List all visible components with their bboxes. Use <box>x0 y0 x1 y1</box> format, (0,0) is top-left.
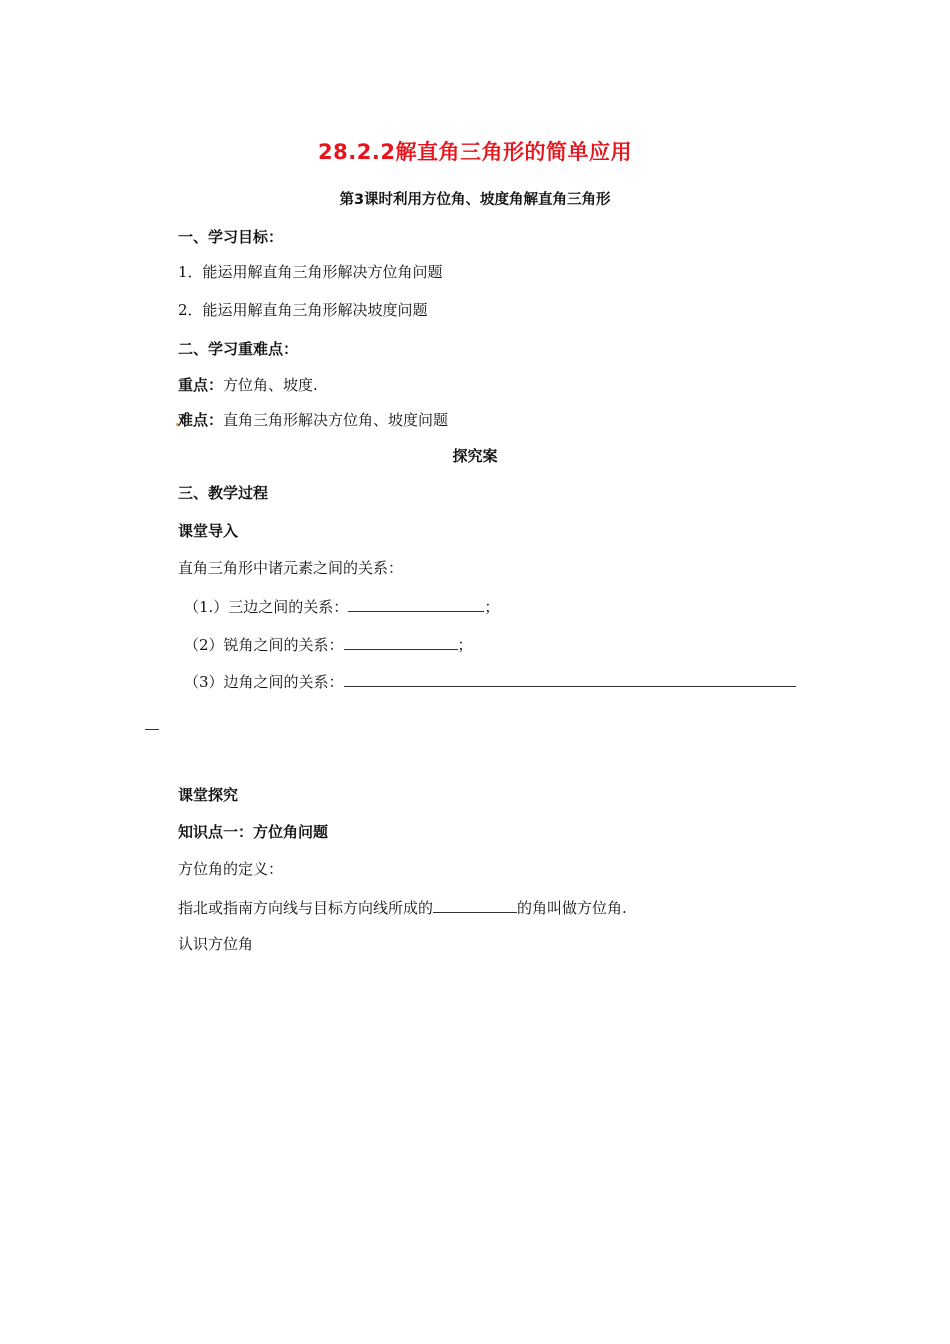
section-heading-objectives: 一、学习目标： <box>178 228 284 246</box>
relation-label-2: （2）锐角之间的关系： <box>184 636 344 654</box>
intro-heading: 课堂导入 <box>178 522 239 540</box>
relation-item-3 <box>184 671 796 692</box>
blank-field-2[interactable] <box>344 634 458 650</box>
definition-line <box>178 897 627 918</box>
objective-item-1: 1．能运用解直角三角形解决方位角问题 <box>178 263 443 281</box>
relation-item-1 <box>184 596 499 617</box>
objective-item-2: 2．能运用解直角三角形解决坡度问题 <box>178 301 428 319</box>
blank-field-3[interactable] <box>344 671 796 687</box>
intro-text: 直角三角形中诸元素之间的关系： <box>178 559 404 577</box>
explore-heading: 探究案 <box>452 447 498 465</box>
key-point-text: 方位角、坡度. <box>223 376 318 394</box>
knowledge-point-1: 知识点一：方位角问题 <box>178 823 329 841</box>
relation-end-2: ； <box>457 636 473 654</box>
definition-after: 的角叫做方位角. <box>517 899 627 917</box>
difficult-point-text: 直角三角形解决方位角、坡度问题 <box>223 411 449 429</box>
definition-before: 指北或指南方向线与目标方向线所成的 <box>178 899 434 917</box>
difficult-point-label: 难点： <box>178 411 224 429</box>
difficult-point-line <box>178 410 448 430</box>
document-title: 28.2.2解直角三角形的简单应用 <box>318 140 632 164</box>
document-subtitle: 第3课时利用方位角、坡度角解直角三角形 <box>339 192 611 208</box>
section-heading-process: 三、教学过程 <box>178 484 269 502</box>
definition-label: 方位角的定义： <box>178 860 284 878</box>
relation-item-2 <box>184 634 473 655</box>
class-explore-heading: 课堂探究 <box>178 786 239 804</box>
blank-continuation-dash <box>145 729 159 730</box>
relation-end-1: ； <box>484 598 500 616</box>
relation-label-3: （3）边角之间的关系： <box>184 673 344 691</box>
section-heading-key-points: 二、学习重难点： <box>178 340 299 358</box>
blank-field-1[interactable] <box>348 596 484 612</box>
key-point-line <box>178 375 318 395</box>
key-point-label: 重点： <box>178 376 224 394</box>
relation-label-1: （1.）三边之间的关系： <box>184 598 349 616</box>
recognize-text: 认识方位角 <box>178 935 254 953</box>
blank-field-4[interactable] <box>433 897 517 913</box>
